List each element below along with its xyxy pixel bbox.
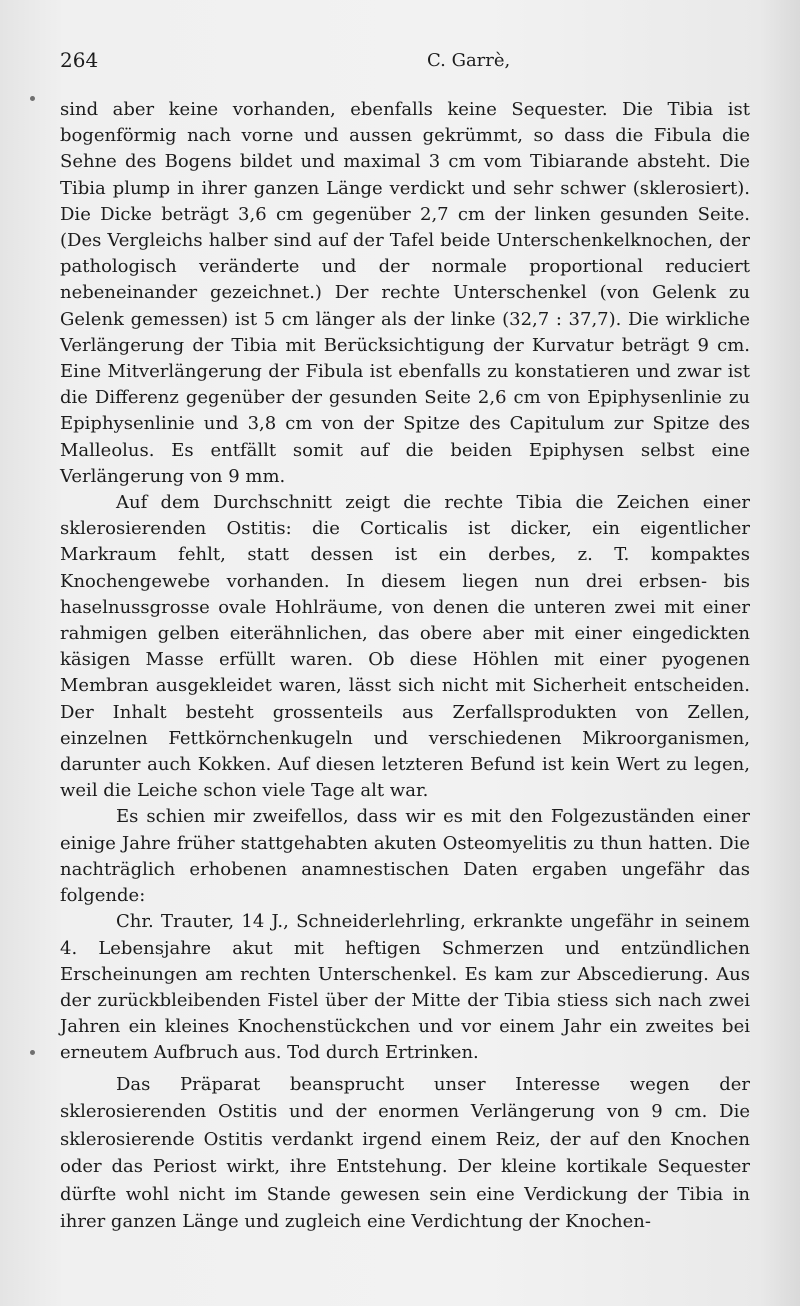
paragraph-cross-section: Auf dem Durchschnitt zeigt die rechte Tibia die Zeichen einer sklerosierenden Ostitis: die Corticalis ist dicker, ein eigentlicher Markraum fehlt, statt dessen ist ein derbes, z. T. kompaktes Knochengewebe vorhanden. In diesem liegen nun drei erbsen- bis haselnussgrosse ovale Hohlräume, von denen die unteren zwei mit einer rahmigen gelben eiterähnlichen, das obere aber mit einer eingedickten käsigen Masse erfüllt waren. Ob diese Höhlen mit einer pyogenen Membran ausgekleidet waren, lässt sich nicht mit Sicherheit entscheiden. Der Inhalt besteht grossenteils aus Zerfallsprodukten von Zellen, einzelnen Fettkörnchenkugeln und verschiedenen Mikroorganismen, darunter auch Kokken. Auf diesen letzteren Befund ist kein Wert zu legen, weil die Leiche schon viele Tage alt war.: [60, 492, 750, 802]
discussion-text: [60, 1071, 750, 1235]
paragraph-discussion: Das Präparat beansprucht unser Interesse wegen der sklerosierenden Ostitis und der enormen Verlängerung von 9 cm. Die sklerosierende Ostitis verdankt irgend einem Reiz, der auf den Knochen oder das Periost wirkt, ihre Entstehung. Der kleine kortikale Sequester dürfte wohl nicht im Stande gewesen sein eine Verdickung der Tibia in ihrer ganzen Länge und zugleich eine Verdichtung der Knochen-: [60, 1074, 750, 1233]
running-head-author: C. Garrè,: [427, 50, 511, 71]
paragraph-case-history: Chr. Trauter, 14 J., Schneiderlehrling, erkrankte ungefähr in seinem 4. Lebensjahre akut mit heftigen Schmerzen und entzündlichen Erscheinungen am rechten Unterschenkel. Es kam zur Abscedierung. Aus der zurückbleibenden Fistel über der Mitte der Tibia stiess sich nach zwei Jahren ein kleines Knochenstückchen und vor einem Jahr ein zweites bei erneutem Aufbruch aus. Tod durch Ertrinken.: [60, 911, 750, 1064]
paragraph-conclusion: Es schien mir zweifellos, dass wir es mit den Folgezuständen einer einige Jahre früher stattgehabten akuten Osteomyelitis zu thun hatten. Die nachträglich erhobenen anamnestischen Daten ergaben ungefähr das folgende:: [60, 806, 750, 907]
print-speck: [30, 1050, 35, 1055]
page-number: 264: [60, 48, 99, 72]
paragraph-findings: sind aber keine vorhanden, ebenfalls keine Sequester. Die Tibia ist bogenförmig nach vorne und aussen gekrümmt, so dass die Fibula die Sehne des Bogens bildet und maximal 3 cm vom Tibiarande absteht. Die Tibia plump in ihrer ganzen Länge verdickt und sehr schwer (sklerosiert). Die Dicke beträgt 3,6 cm gegenüber 2,7 cm der linken gesunden Seite. (Des Vergleichs halber sind auf der Tafel beide Unterschenkelknochen, der pathologisch veränderte und der normale proportional reduciert nebeneinander gezeichnet.) Der rechte Unterschenkel (von Gelenk zu Gelenk gemessen) ist 5 cm länger als der linke (32,7 : 37,7). Die wirkliche Verlängerung der Tibia mit Berücksichtigung der Kurvatur beträgt 9 cm. Eine Mitverlängerung der Fibula ist ebenfalls zu konstatieren und zwar ist die Differenz gegenüber der gesunden Seite 2,6 cm von Epiphysenlinie zu Epiphysenlinie und 3,8 cm von der Spitze des Capitulum zur Spitze des Malleolus. Es entfällt somit auf die beiden Epiphysen selbst eine Verlängerung von 9 mm.: [60, 99, 750, 487]
main-text: [60, 97, 750, 1067]
page-header: [60, 48, 750, 80]
print-speck: [30, 96, 35, 101]
